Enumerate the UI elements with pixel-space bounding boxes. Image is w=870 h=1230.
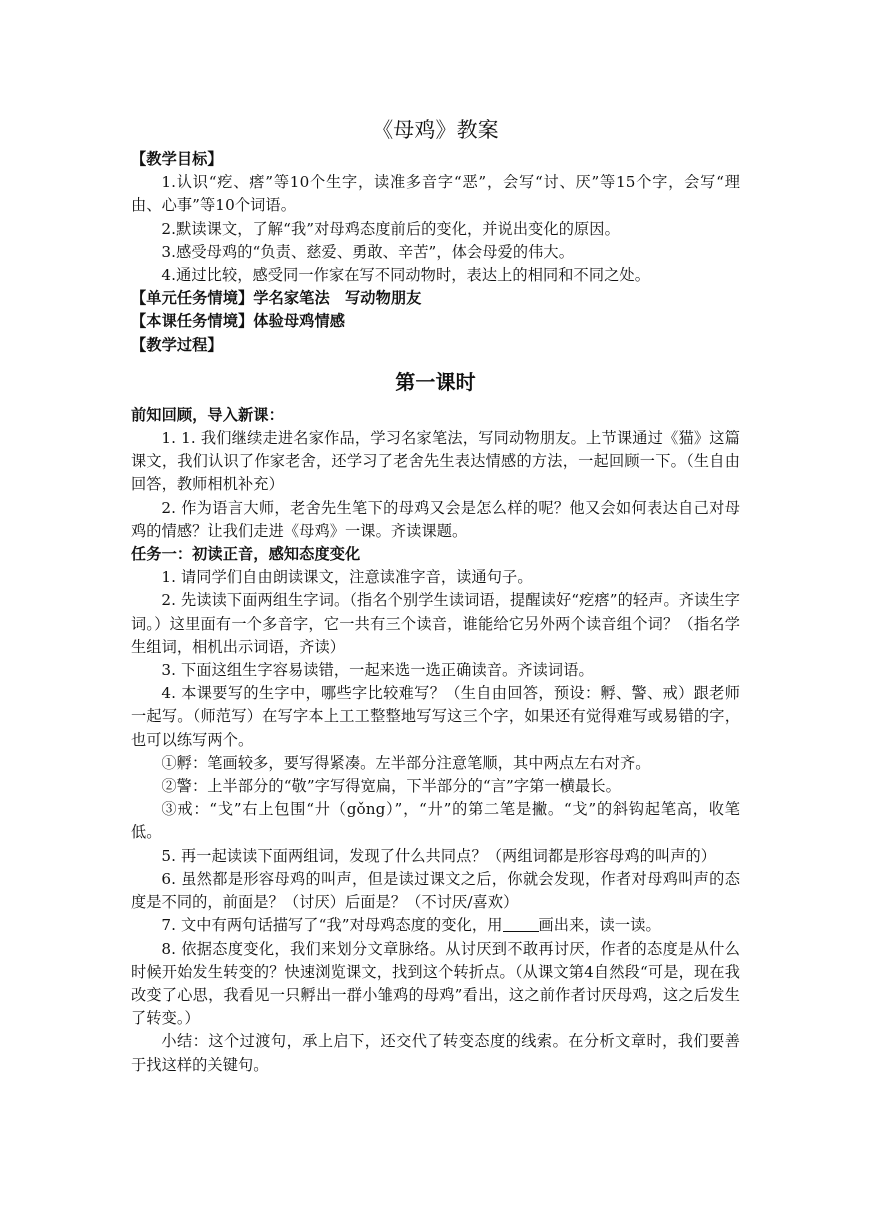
- objective-item: 3.感受母鸡的“负责、慈爱、勇敢、辛苦”，体会母爱的伟大。: [161, 242, 574, 261]
- objectives-heading: 【教学目标】: [131, 150, 223, 168]
- review-item: 1. 1. 我们继续走进名家作品，学习名家笔法，写同动物朋友。上节课通过《猫》这篇课文，我们认识了作家老舍，还学习了老舍先生表达情感的方法，一起回顾一下。（生自由回答，教师相机补充）: [131, 429, 740, 494]
- fill-blank-line: [503, 917, 539, 932]
- lesson-task-heading: 【本课任务情境】体验母鸡情感: [131, 312, 346, 331]
- process-heading: 【教学过程】: [131, 335, 223, 354]
- lesson-title: 第一课时: [395, 369, 476, 394]
- objective-item: 4.通过比较，感受同一作家在写不同动物时，表达上的相同和不同之处。: [161, 266, 650, 285]
- document-body: [131, 148, 740, 1077]
- task1-subitem: ①孵：笔画较多，要写得紧凑。左半部分注意笔顺，其中两点左右对齐。: [161, 753, 651, 772]
- objective-item: 1.认识“疙、瘩”等10个生字，读准多音字“恶”，会写“讨、厌”等15个字，会写“理由、心事”等10个词语。: [131, 173, 740, 215]
- review-item: 2. 作为语言大师，老舍先生笔下的母鸡又会是怎么样的呢？他又会如何表达自己对母鸡的情感？让我们走进《母鸡》一课。齐读课题。: [131, 498, 740, 540]
- task1-item: 6. 虽然都是形容母鸡的叫声，但是读过课文之后，你就会发现，作者对母鸡叫声的态度是不同的，前面是？（讨厌）后面是？（不讨厌/喜欢）: [131, 869, 740, 912]
- task1-item: 1. 请同学们自由朗读课文，注意读准字音，读通句子。: [161, 568, 533, 587]
- task1-item-8: 8. 依据态度变化，我们来划分文章脉络。从讨厌到不敢再讨厌，作者的态度是从什么时候开始发生转变的？快速浏览课文，找到这个转折点。（从课文第4自然段“可是，现在我改变了心思，我看见一只孵出一群小雏鸡的母鸡”看出，这之前作者讨厌母鸡，这之后发生了转变。）: [131, 939, 740, 1028]
- objective-item: 2.默读课文，了解“我”对母鸡态度前后的变化，并说出变化的原因。: [161, 219, 620, 238]
- task1-item: 5. 再一起读读下面两组词，发现了什么共同点？（两组词都是形容母鸡的叫声的）: [161, 846, 717, 865]
- task1-subitem: ②警：上半部分的“敬”字写得宽扁，下半部分的“言”字第一横最长。: [161, 777, 621, 796]
- task1-item-7-text: 7. 文中有两句话描写了“我”对母鸡态度的变化，用: [161, 916, 503, 935]
- task1-subitem: ③戒：“戈”右上包围“廾（gǒng）”，“廾”的第二笔是撇。“戈”的斜钩起笔高，收笔低。: [131, 800, 740, 842]
- task1-item: 2. 先读读下面两组生字词。（指名个别学生读词语，提醒读好“疙瘩”的轻声。齐读生字词。）这里面有一个多音字，它一共有三个读音，谁能给它另外两个读音组个词？（指名学生组词，相机出示词语，齐读）: [131, 591, 740, 656]
- task1-item-7: [131, 914, 740, 937]
- document-title: 《母鸡》教案: [372, 118, 499, 142]
- task1-item: 3. 下面这组生字容易读错，一起来选一选正确读音。齐读词语。: [161, 661, 594, 680]
- task1-heading: 任务一：初读正音，感知态度变化: [131, 545, 361, 564]
- task1-item: 4. 本课要写的生字中，哪些字比较难写？（生自由回答，预设：孵、警、戒）跟老师一起写。（师范写）在写字本上工工整整地写写这三个字，如果还有觉得难写或易错的字，也可以练写两个。: [131, 684, 740, 749]
- review-heading: 前知回顾，导入新课：: [131, 405, 284, 424]
- summary-paragraph: 小结：这个过渡句，承上启下，还交代了转变态度的线索。在分析文章时，我们要善于找这样的关键句。: [131, 1032, 740, 1074]
- unit-task-heading: 【单元任务情境】学名家笔法 写动物朋友: [131, 289, 422, 308]
- task1-item-7-text-end: 画出来，读一读。: [538, 916, 661, 935]
